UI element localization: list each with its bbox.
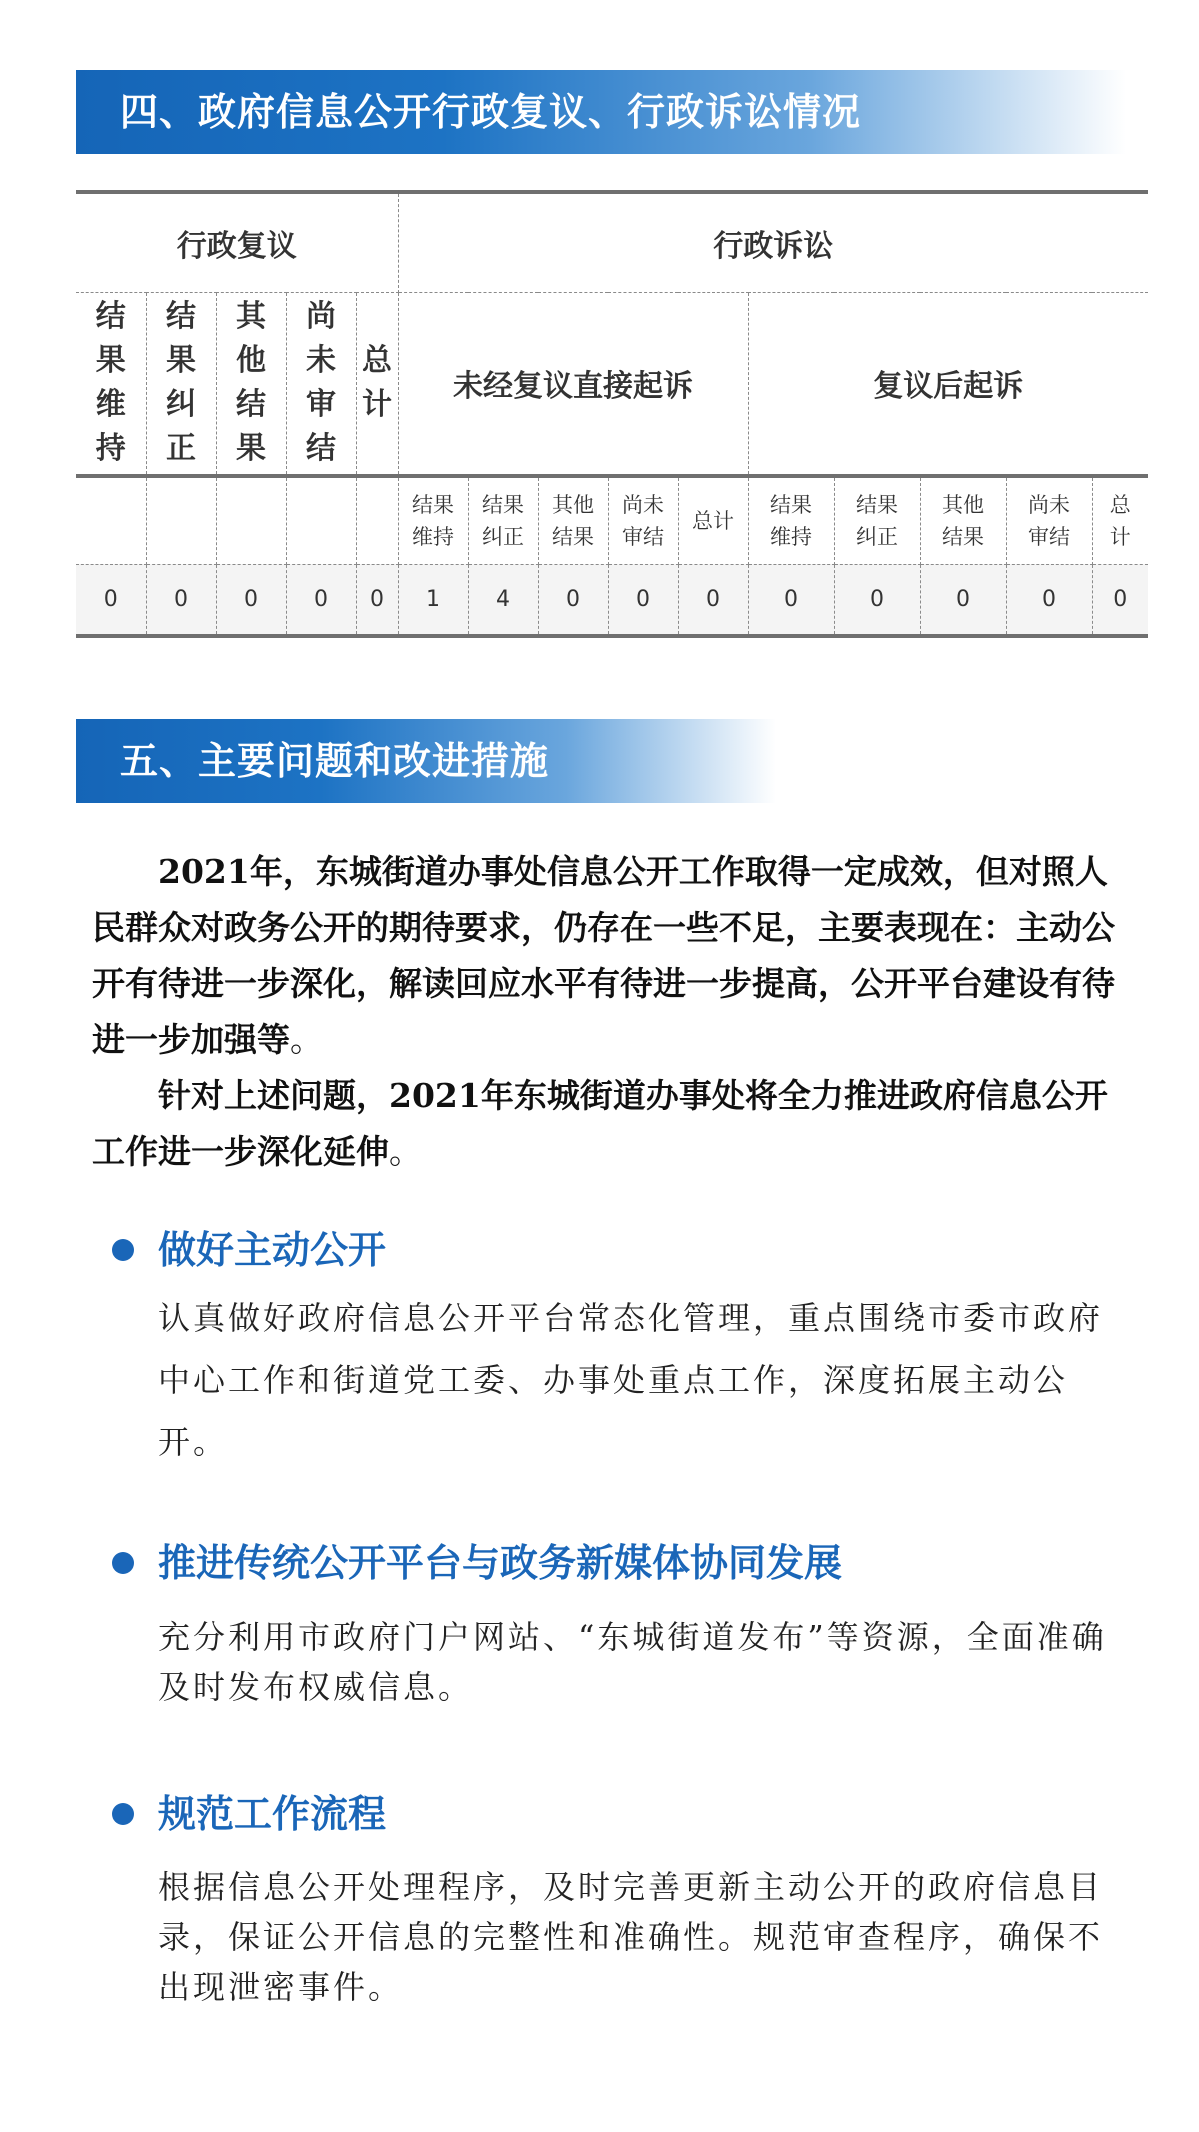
bullet-dot-icon	[112, 1803, 134, 1825]
problems-text: 2021年，东城街道办事处信息公开工作取得一定成效，但对照人民群众对政务公开的期待要求，仍存在一些不足，主要表现在：主动公开有待进一步深化，解读回应水平有待进一步提高，公开平台建设有待进一步加强等	[92, 852, 1115, 1059]
review-litigation-table	[76, 190, 1148, 638]
after-col-header: 结果 纠正	[834, 476, 920, 564]
review-col-header: 结 果 纠 正	[146, 292, 216, 476]
litigation-header: 行政诉讼	[398, 192, 1148, 292]
section5-banner	[76, 719, 776, 803]
review-col-header: 总 计	[356, 292, 398, 476]
value-cell: 1	[398, 564, 468, 636]
after-col-header: 总 计	[1092, 476, 1148, 564]
direct-col-header: 结果 维持	[398, 476, 468, 564]
bullet-dot-icon	[112, 1552, 134, 1574]
value-cell: 0	[920, 564, 1006, 636]
review-header: 行政复议	[76, 192, 398, 292]
direct-col-header: 结果 纠正	[468, 476, 538, 564]
section4-title: 四、政府信息公开行政复议、行政诉讼情况	[120, 90, 862, 134]
bullet-body: 充分利用市政府门户网站、“东城街道发布”等资源，全面准确及时发布权威信息。	[158, 1618, 1107, 1706]
value-cell: 0	[1006, 564, 1092, 636]
empty-cell	[286, 476, 356, 564]
empty-cell	[76, 476, 146, 564]
section5-title: 五、主要问题和改进措施	[120, 739, 550, 783]
problems-text-end: 。	[290, 1020, 323, 1059]
after-review-suit-header: 复议后起诉	[748, 292, 1148, 476]
problems-paragraph	[92, 844, 1122, 1068]
value-cell: 0	[356, 564, 398, 636]
value-cell: 0	[1092, 564, 1148, 636]
review-col-header: 其 他 结 果	[216, 292, 286, 476]
bullet-title: 规范工作流程	[158, 1791, 387, 1836]
direct-suit-header: 未经复议直接起诉	[398, 292, 748, 476]
after-col-header: 其他 结果	[920, 476, 1006, 564]
bullet-body: 认真做好政府信息公开平台常态化管理，重点围绕市委市政府中心工作和街道党工委、办事处重点工作，深度拓展主动公开。	[158, 1299, 1104, 1461]
value-cell: 0	[834, 564, 920, 636]
direct-col-header: 尚未 审结	[608, 476, 678, 564]
review-col-header: 尚 未 审 结	[286, 292, 356, 476]
value-cell: 0	[76, 564, 146, 636]
bullet-title: 推进传统公开平台与政务新媒体协同发展	[158, 1540, 843, 1585]
value-cell: 0	[678, 564, 748, 636]
measures-text-end: 。	[389, 1132, 422, 1171]
empty-cell	[146, 476, 216, 564]
direct-col-header: 其他 结果	[538, 476, 608, 564]
empty-cell	[216, 476, 286, 564]
bullet-dot-icon	[112, 1239, 134, 1261]
measures-text: 针对上述问题，2021年东城街道办事处将全力推进政府信息公开工作进一步深化延伸	[92, 1076, 1108, 1171]
bullet-body: 根据信息公开处理程序，及时完善更新主动公开的政府信息目录，保证公开信息的完整性和准确性。规范审查程序，确保不出现泄密事件。	[158, 1868, 1104, 2006]
value-cell: 0	[146, 564, 216, 636]
bullet-title: 做好主动公开	[158, 1227, 387, 1272]
empty-cell	[356, 476, 398, 564]
after-col-header: 结果 维持	[748, 476, 834, 564]
value-cell: 0	[748, 564, 834, 636]
direct-col-header: 总计	[678, 476, 748, 564]
value-cell: 4	[468, 564, 538, 636]
review-col-header: 结 果 维 持	[76, 292, 146, 476]
value-cell: 0	[538, 564, 608, 636]
value-cell: 0	[216, 564, 286, 636]
section4-banner	[76, 70, 1126, 154]
after-col-header: 尚未 审结	[1006, 476, 1092, 564]
value-cell: 0	[608, 564, 678, 636]
measures-paragraph	[92, 1068, 1122, 1180]
value-cell: 0	[286, 564, 356, 636]
